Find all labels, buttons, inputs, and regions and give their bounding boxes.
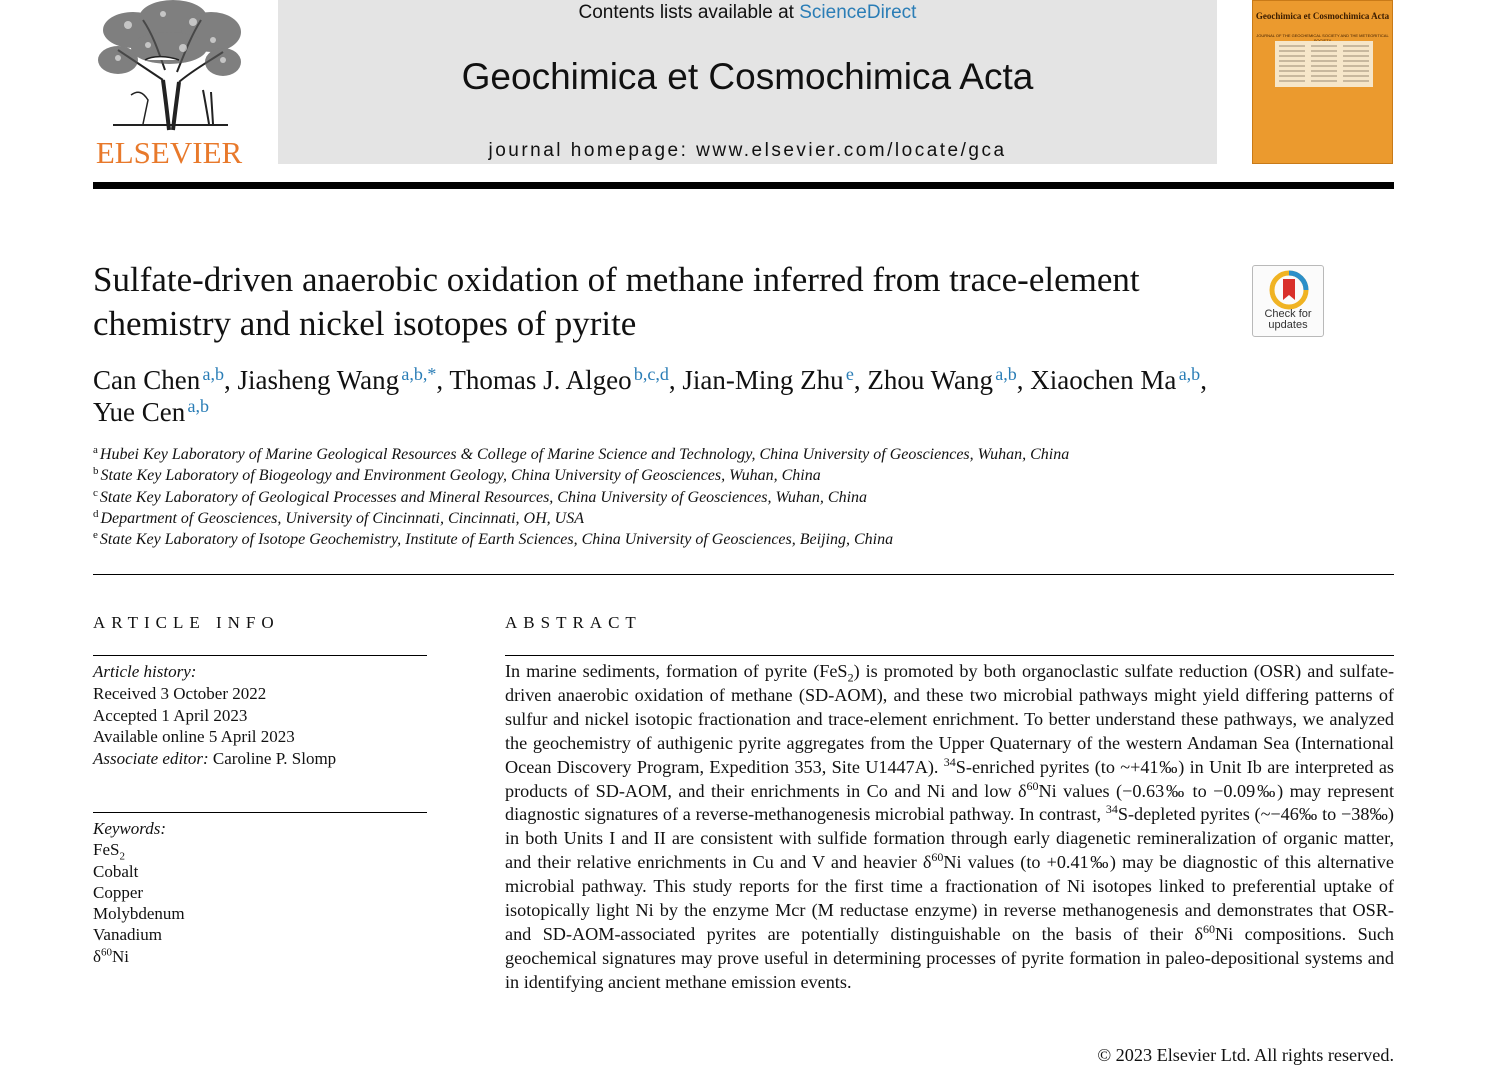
- abstract-fragment: Ni compositions. Such geochemical signatures may prove useful in determining processes of pyrite formation in paleo-depositional systems and in identifying ancient methane emission events.: [505, 923, 1394, 992]
- author[interactable]: [867, 365, 1016, 395]
- affiliation-text: Hubei Key Laboratory of Marine Geological Resources & College of Marine Science and Technology, China University of Geosciences, Wuhan, China: [99, 446, 1070, 463]
- editor-label: Associate editor:: [93, 749, 209, 769]
- affiliation-key: c: [93, 486, 98, 499]
- cover-contents-block: [1275, 41, 1373, 87]
- journal-homepage[interactable]: journal homepage: www.elsevier.com/locate/gca: [488, 140, 1007, 161]
- keywords-divider: [93, 812, 427, 813]
- author-name: Yue Cen: [93, 397, 186, 427]
- editor-name: Caroline P. Slomp: [208, 749, 337, 769]
- keyword[interactable]: Vanadium: [93, 925, 162, 945]
- affiliation-text: State Key Laboratory of Isotope Geochemistry, Institute of Earth Sciences, China University of Geosciences, Beijing, China: [99, 531, 894, 549]
- author-list: Can Chen $^{a,b}$, Jiasheng Wang $^{a,b,*}$, Thomas J. Algeo $^{b,c,d}$, Jian-Ming Zhu $^e$, Zhou Wang $^{a,b}$, Xiaochen Ma $^{a,b}$, Yue Cen $^{a,b}$: [93, 364, 1207, 427]
- abstract-fragment: Ni values (−0.63‰ to −0.09‰) may represent diagnostic signatures of a reverse-methanogenesis microbial pathway. In contrast,: [505, 780, 1394, 825]
- affiliation-list: [93, 444, 1393, 550]
- keyword[interactable]: [93, 946, 185, 967]
- author-affiliation-link[interactable]: a,b: [995, 364, 1017, 384]
- contents-prefix: Contents lists available at: [578, 2, 800, 23]
- abstract-fragment: In marine sediments, formation of pyrite (FeS: [505, 661, 848, 681]
- abstract-superscript: 34: [943, 754, 956, 769]
- keyword-superscript: 60: [101, 946, 113, 959]
- author[interactable]: [449, 365, 669, 395]
- author-affiliation-link[interactable]: a,b,*: [401, 364, 437, 384]
- check-for-updates-badge[interactable]: [1252, 265, 1324, 337]
- author-affiliation-link[interactable]: a,b: [1178, 364, 1201, 384]
- abstract-superscript: 60: [1026, 778, 1039, 793]
- abstract-fragment: S-enriched pyrites (to ~+41‰) in Unit Ib are interpreted as products of SD-AOM, and their enrichments in Co and Ni and low δ: [505, 756, 1394, 801]
- author-name: Jiasheng Wang: [237, 365, 400, 395]
- affiliation-item: [93, 444, 1393, 465]
- publisher-wordmark: ELSEVIER: [95, 135, 243, 170]
- abstract-fragment: ) is promoted by both organoclastic sulfate reduction (OSR) and sulfate-driven anaerobic oxidation of methane (SD-AOM), and these two microbial pathways might yield differing patterns of sulfur and nickel isotopic fractionation and trace-element enrichment. To better understand these pathways, we analyzed the geochemistry of authigenic pyrite aggregates from the Upper Quaternary of the western Andaman Sea (International Ocean Discovery Program, Expedition 353, Site U1447A).: [505, 661, 1394, 777]
- affiliation-text: State Key Laboratory of Biogeology and Environment Geology, China University of Geosciences, Wuhan, China: [100, 467, 821, 485]
- tree-icon: [93, 0, 245, 135]
- author[interactable]: [1030, 365, 1200, 395]
- abstract-divider: [505, 655, 1394, 656]
- author[interactable]: [682, 365, 854, 395]
- affiliation-key: a: [93, 444, 98, 456]
- author-name: Thomas J. Algeo: [449, 365, 632, 395]
- keyword[interactable]: Copper: [93, 882, 144, 902]
- contents-line: [278, 2, 1217, 24]
- associate-editor: [93, 748, 336, 770]
- keyword-text: FeS: [93, 840, 120, 860]
- abstract-heading: ABSTRACT: [505, 613, 642, 632]
- affiliation-text: Department of Geosciences, University of Cincinnati, Cincinnati, OH, USA: [100, 509, 584, 527]
- abstract-fragment: Ni values (to +0.41‰) may be diagnostic of this alternative microbial pathway. This study reports for the first time a fractionation of Ni isotopes linked to preferential uptake of isotopically light Ni by the enzyme Mcr (M reductase enzyme) in reverse methanogenesis and demonstrates that OSR- and SD-AOM-associated pyrites are potentially distinguishable on the basis of their δ: [505, 852, 1394, 944]
- affiliation-item: [93, 529, 1393, 550]
- sciencedirect-link[interactable]: ScienceDirect: [799, 2, 917, 23]
- affiliation-item: [93, 508, 1393, 529]
- abstract-superscript: 60: [1203, 921, 1216, 936]
- author-name: Xiaochen Ma: [1030, 365, 1177, 395]
- cover-contents-lines: [1275, 41, 1373, 87]
- journal-banner: [278, 0, 1217, 164]
- author[interactable]: [93, 397, 209, 427]
- cover-title: Geochimica et Cosmochimica Acta: [1255, 11, 1390, 21]
- online-date: Available online 5 April 2023: [93, 727, 295, 747]
- section-divider: [93, 574, 1394, 575]
- abstract-superscript: 60: [931, 850, 944, 865]
- keyword[interactable]: [93, 839, 185, 863]
- accepted-date: Accepted 1 April 2023: [93, 705, 248, 725]
- keyword-text: Ni: [112, 946, 130, 966]
- keyword-subscript: 2: [119, 850, 125, 863]
- author-affiliation-link[interactable]: a,b: [202, 364, 225, 384]
- article-info-divider: [93, 655, 427, 656]
- journal-cover[interactable]: [1252, 0, 1393, 164]
- keywords: [93, 818, 185, 967]
- affiliation-key: b: [93, 465, 99, 478]
- affiliation-item: [93, 487, 1393, 508]
- copyright-notice: © 2023 Elsevier Ltd. All rights reserved.: [1097, 1045, 1394, 1065]
- affiliation-key: e: [93, 529, 98, 542]
- history-label: Article history:: [93, 662, 197, 681]
- article-info-heading: ARTICLE INFO: [93, 613, 280, 632]
- affiliation-text: State Key Laboratory of Geological Processes and Mineral Resources, China University of Geosciences, Wuhan, China: [99, 488, 868, 506]
- abstract-superscript: 34: [1105, 802, 1118, 817]
- affiliation-item: [93, 465, 1393, 486]
- author-name: Jian-Ming Zhu: [682, 365, 844, 395]
- journal-title[interactable]: Geochimica et Cosmochimica Acta: [461, 56, 1034, 97]
- author-affiliation-link[interactable]: a,b: [187, 396, 209, 416]
- keywords-label: Keywords:: [93, 819, 167, 838]
- abstract-text: [505, 660, 1394, 995]
- author-name: Can Chen: [93, 365, 201, 395]
- author-affiliation-link[interactable]: e: [845, 364, 854, 384]
- article-history: [93, 661, 336, 770]
- author[interactable]: [93, 365, 224, 395]
- affiliation-key: d: [93, 507, 99, 520]
- abstract-fragment: S-depleted pyrites (~−46‰ to −38‰) in both Units I and II are consistent with sulfide formation through early diagenetic remineralization of organic matter, and their relative enrichments in Cu and V and heavier δ: [505, 804, 1394, 873]
- check-for-updates-label: Check for updates: [1264, 308, 1312, 331]
- author[interactable]: [238, 365, 437, 395]
- received-date: Received 3 October 2022: [93, 683, 267, 703]
- keyword[interactable]: Cobalt: [93, 861, 139, 881]
- article-title: Sulfate-driven anaerobic oxidation of methane inferred from trace-element chemistry and nickel isotopes of pyrite: [93, 260, 1140, 343]
- abstract-subscript: 2: [847, 670, 854, 685]
- author-affiliation-link[interactable]: b,c,d: [633, 364, 669, 384]
- keyword-text: δ: [93, 946, 102, 966]
- header-divider: [93, 182, 1394, 189]
- cover-subtitle: JOURNAL OF THE GEOCHEMICAL SOCIETY AND THE METEORITICAL: [1256, 33, 1389, 38]
- author-name: Zhou Wang: [867, 365, 993, 395]
- keyword[interactable]: Molybdenum: [93, 904, 185, 924]
- crossmark-icon: [1269, 270, 1309, 310]
